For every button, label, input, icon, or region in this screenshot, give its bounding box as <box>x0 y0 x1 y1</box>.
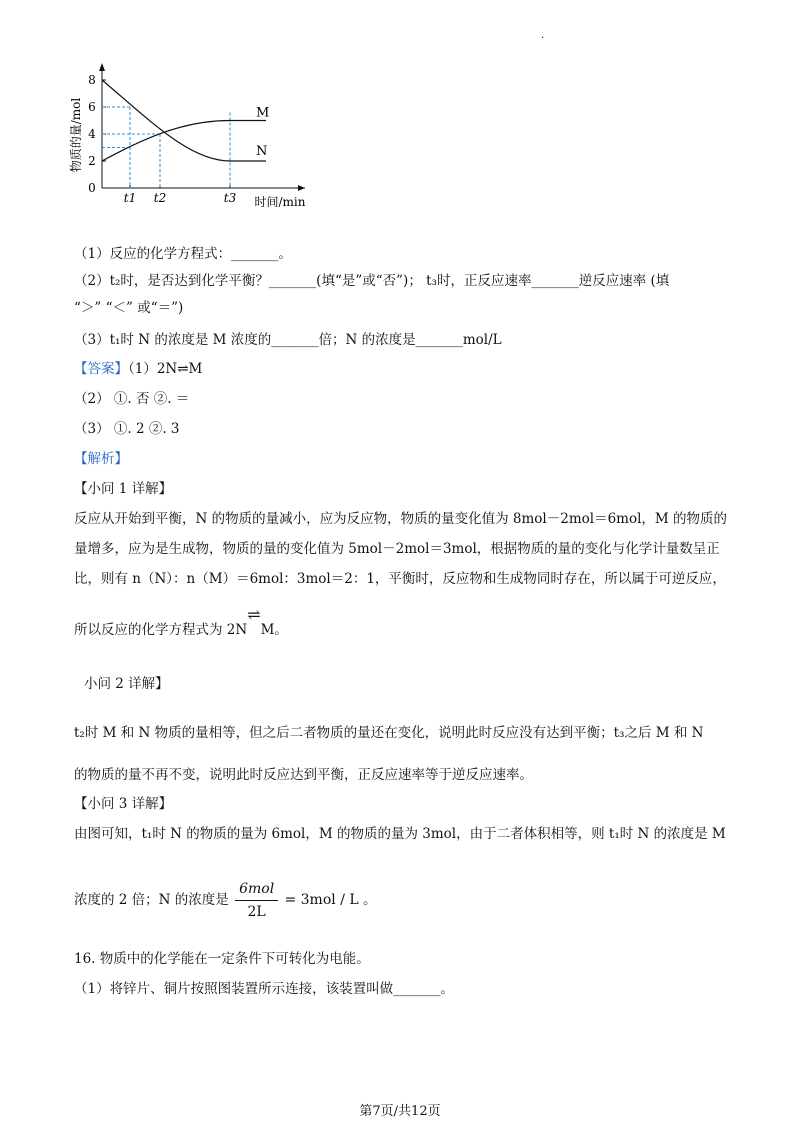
question-1: （1）反应的化学方程式：_______。 <box>74 246 292 262</box>
para1-line4-text: 所以反应的化学方程式为 2N <box>74 622 248 638</box>
para1-line4 <box>74 605 288 639</box>
analysis-tag: 【解析】 <box>74 451 128 467</box>
question-2: （2）t₂时，是否达到化学平衡？_______(填“是”或“否”)； t₃时，正反应速率_______逆反应速率 (填 <box>74 273 670 289</box>
series-M-label: M <box>256 105 270 121</box>
sub1-title: 【小问 1 详解】 <box>74 481 173 497</box>
question-16-1: （1）将锌片、铜片按照图装置所示连接，该装置叫做_______。 <box>74 981 454 997</box>
para1-line4-end: M。 <box>260 622 288 638</box>
y-tick-label: 0 <box>88 181 96 195</box>
sub2-title: 小问 2 详解】 <box>84 676 169 692</box>
y-tick-label: 6 <box>88 100 96 114</box>
fraction-result: = 3mol / L <box>284 892 359 908</box>
fraction-numerator: 6mol <box>235 878 278 901</box>
answer-block <box>74 360 202 378</box>
para2-line1: t₂时 M 和 N 物质的量相等，但之后二者物质的量还在变化，说明此时反应没有达到平衡；t₃之后 M 和 N <box>74 725 704 741</box>
fraction-denominator: 2L <box>247 904 266 920</box>
question-2-cont: “＞” “＜” 或“＝”) <box>74 300 184 316</box>
page-footer: 第7页/共12页 <box>359 1104 441 1119</box>
para1-line1: 反应从开始到平衡，N 的物质的量减小，应为反应物，物质的量变化值为 8mol－2mol＝6mol，M 的物质的 <box>74 511 728 527</box>
concentration-fraction <box>235 878 278 923</box>
series-M-line <box>102 121 266 162</box>
question-3: （3）t₁时 N 的浓度是 M 浓度的_______倍；N 的浓度是_______mol/L <box>74 332 502 348</box>
x-axis-label: 时间/min <box>254 195 306 209</box>
x-tick-label: t2 <box>153 191 167 205</box>
series-N-label: N <box>256 144 268 159</box>
para1-line3: 比，则有 n（N）：n（M）＝6mol：3mol＝2：1，平衡时，反应物和生成物同时存在，所以属于可逆反应， <box>74 571 726 587</box>
para2-line2: 的物质的量不再不变，说明此时反应达到平衡，正反应速率等于逆反应速率。 <box>74 767 533 783</box>
equilibrium-arrow: ⇌ <box>247 605 261 624</box>
para3-line2-text: 浓度的 2 倍；N 的浓度是 <box>74 892 229 908</box>
answer-tag: 【答案】 <box>74 361 128 377</box>
x-axis-arrow <box>298 185 305 191</box>
y-axis-arrow <box>99 63 105 71</box>
y-tick-label: 8 <box>88 73 96 87</box>
answer-3: （3） ①. 2 ②. 3 <box>74 421 180 437</box>
top-dot: . <box>541 30 545 41</box>
y-axis-label: 物质的量/mol <box>69 97 83 173</box>
para1-line2: 量增多，应为是生成物，物质的量的变化值为 5mol－2mol＝3mol，根据物质的量的变化与化学计量数呈正 <box>74 541 720 557</box>
answer-1: （1）2N⇌M <box>128 361 203 377</box>
amount-time-chart <box>60 55 320 215</box>
para3-line2 <box>74 878 376 923</box>
para3-line1: 由图可知，t₁时 N 的物质的量为 6mol，M 的物质的量为 3mol，由于二者体积相等，则 t₁时 N 的浓度是 M <box>74 826 726 842</box>
answer-2: （2） ①. 否 ②. ＝ <box>74 391 190 407</box>
sub3-title: 【小问 3 详解】 <box>74 796 173 812</box>
y-tick-label: 2 <box>88 154 96 168</box>
x-tick-label: t3 <box>223 191 237 205</box>
para3-end: 。 <box>362 892 377 908</box>
x-tick-label: t1 <box>123 191 137 205</box>
y-tick-label: 4 <box>88 127 96 141</box>
question-16: 16. 物质中的化学能在一定条件下可转化为电能。 <box>74 951 370 967</box>
